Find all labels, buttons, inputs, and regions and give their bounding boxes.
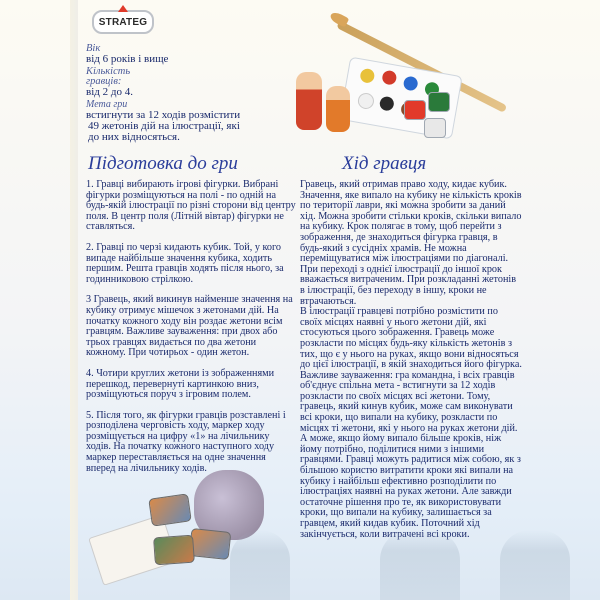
- token-tile-icon: [153, 535, 195, 566]
- players-value: від 2 до 4.: [86, 86, 133, 98]
- goal-line: встигнути за 12 ходів розмістити: [86, 109, 241, 121]
- token-tile-icon: [189, 528, 232, 560]
- prep-paragraph: 3 Гравець, який викинув найменше значення на кубику отримує мішечок з жетонами дій. На початку кожного ходу він роздає жетони всім гравцям. Важливе зауваження: при двох або трьох гравцях видається по два жетони кожному. При чотирьох - один жетон.: [86, 294, 293, 359]
- paint-jar-icon: [428, 92, 450, 112]
- players-label-1: Кількість: [86, 66, 131, 77]
- wooden-figure-icon: [326, 86, 350, 132]
- players-label-2: гравців:: [86, 76, 122, 87]
- church-silhouette: [500, 530, 570, 600]
- strateg-logo: [92, 10, 154, 34]
- logo-triangle-icon: [118, 5, 128, 12]
- prep-paragraph: 1. Гравці вибирають ігрові фігурки. Вибрані фігурки розміщуються на полі - по одній на будь-якій ілюстрації по різні сторони від центру поля. В центр поля (Літній вівтар) фігурки не ставляться.: [86, 179, 296, 233]
- prep-paragraph: 5. Після того, як фігурки гравців розставлені і розподілена черговість ходу, маркер ходу розміщується на цифру «1» на лічильнику ходів. На початку кожного наступного ходу маркер переставляється на одне значення вперед на лічильнику ходів.: [86, 409, 286, 474]
- play-paragraph: Важливе зауваження: гра командна, і всіх гравців об'єднує спільна мета - встигнути за 12 ходів розкласти по своїх місцях всі жетони. Тому, гравець, який кинув кубик, може сам виконувати всі кроки, що випали на кубику, розкласти по місцях ті жетони, які у нього на руках жетони дій. А може, якщо йому випало більше кроків, ніж йому потрібно, поділитися ними з іншими гравцями. Гравці можуть радитися між собою, як з більшою користю витратити кроки які випали на кубику і найбільш ефективно розподілити по ілюстраціях наявні на руках жетони. Але завжди остаточне рішення про те, як використовувати кроки, що випали на кубику, залишається за гравцем, який кидав кубик. Поточний хід закінчується, коли витрачені всі кроки.: [300, 369, 521, 540]
- left-guide-band: [70, 0, 78, 600]
- play-paragraph: В ілюстрації гравцеві потрібно розмістити по своїх місцях наявні у нього жетони дій, які стосуються цього зображення. Гравець може розкласти по місцях будь-яку кількість жетонів з тих, що є у нього на руках, якщо вони відносяться до цієї ілюстрації, в якій знаходиться його фігурка.: [300, 306, 522, 371]
- paint-dot-icon: [381, 70, 397, 86]
- goal-line: 49 жетонів дій на ілюстрації, які: [88, 120, 240, 132]
- play-paragraph: Гравець, який отримав право ходу, кидає кубик. Значення, яке випало на кубику не кількість кроків по території лаври, які можна зробити за даний хід. Можна зробити стільки кроків, скільки випало на кубику. Крок полягає в тому, щоб перейти з зображення, де знаходиться фігурка гравця, в будь-який з сусідніх храмів. Не можна переміщуватися між ілюстраціями по діагоналі. При переході з однієї ілюстрації до іншої крок вважається витраченим. При розкладанні жетонів в ілюстрації, без переходу в іншу, кроки не втрачаються.: [300, 179, 522, 307]
- paint-jar-icon: [424, 118, 446, 138]
- preparation-column: [86, 180, 296, 484]
- church-silhouette: [230, 530, 290, 600]
- paint-dot-icon: [379, 96, 395, 112]
- paint-jars: [404, 92, 464, 144]
- goal-label: Мета гри: [86, 99, 128, 110]
- game-meta: [86, 44, 296, 145]
- heading-player-turn: Хід гравця: [342, 153, 427, 174]
- age-label: Вік: [86, 43, 101, 54]
- paint-dot-icon: [403, 75, 419, 91]
- church-silhouette: [380, 530, 460, 600]
- paint-jar-icon: [404, 100, 426, 120]
- heading-preparation: Підготовка до гри: [88, 153, 238, 174]
- wooden-figure-icon: [296, 72, 322, 130]
- token-tile-icon: [148, 493, 192, 526]
- age-value: від 6 років і вище: [86, 53, 169, 65]
- prep-paragraph: 4. Чотири круглих жетони із зображеннями перешкод, перевернуті картинкою вниз, розміщуються поруч з ігровим полем.: [86, 367, 275, 401]
- player-turn-column: [300, 180, 522, 540]
- logo-text: STRATEG: [98, 16, 148, 28]
- paint-dot-icon: [359, 68, 375, 84]
- paint-dot-icon: [357, 92, 376, 111]
- goal-line: до них відносяться.: [88, 131, 180, 143]
- prep-paragraph: 2. Гравці по черзі кидають кубик. Той, у кого випаде найбільше значення кубика, ходить першим. Решта гравців ходять після нього, за годинниковою стрілкою.: [86, 241, 284, 285]
